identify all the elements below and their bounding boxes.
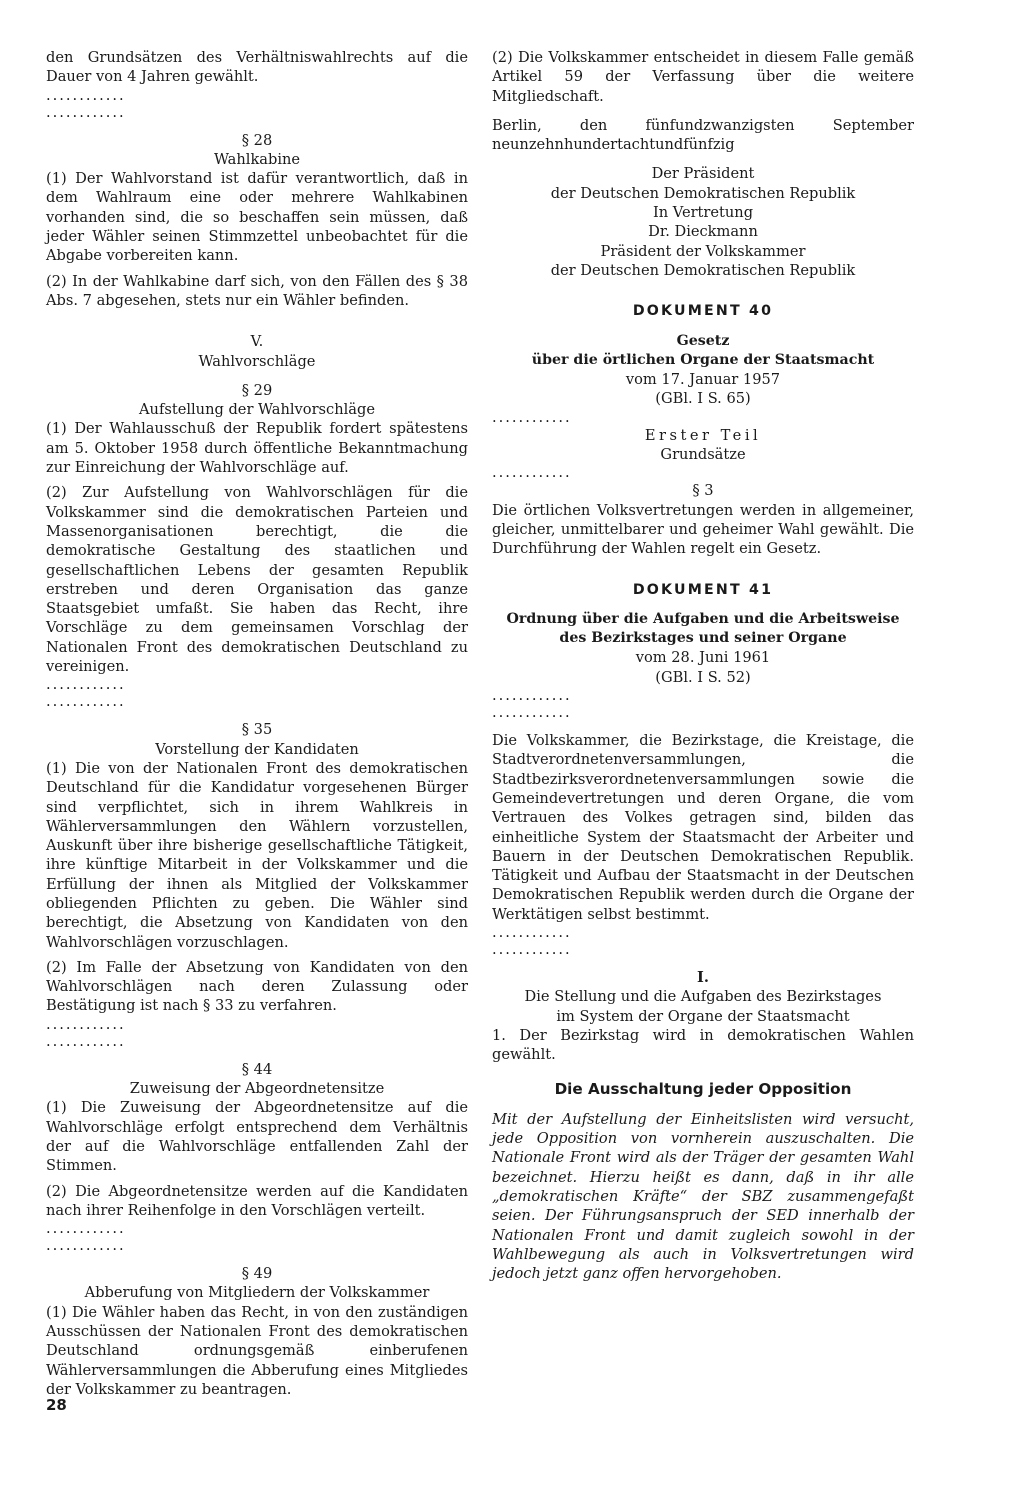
document-heading: DOKUMENT 40 <box>632 303 774 320</box>
ellipsis-separator: ............ <box>492 704 572 722</box>
signature-line: In Vertretung <box>652 204 754 222</box>
regulation-reference: (GBl. I S. 52) <box>655 668 751 686</box>
paragraph: 1. Der Bezirkstag wird in demokratischen Wahlen gewählt. <box>492 1026 914 1064</box>
section-number: § 3 <box>692 482 714 500</box>
left-column <box>46 48 468 1399</box>
part-title: Grundsätze <box>660 446 746 464</box>
ellipsis-separator: ............ <box>492 940 572 958</box>
section-number: § 29 <box>241 381 273 399</box>
ellipsis-separator: ............ <box>46 1032 126 1050</box>
ellipsis-separator: ............ <box>46 1220 126 1238</box>
ellipsis-separator: ............ <box>492 687 572 705</box>
law-reference: (GBl. I S. 65) <box>655 390 751 408</box>
chapter-title: im System der Organe der Staatsmacht <box>556 1007 850 1025</box>
part-heading: Erster Teil <box>644 426 762 444</box>
chapter-number: I. <box>697 968 709 986</box>
section-number: § 28 <box>241 131 273 149</box>
commentary-text: Mit der Aufstellung der Einheitslisten wird versucht, jede Opposition von vornherein auszuschalten. Die Nationale Front wird als der Träger der gesamten Wahl bezeichnet. Hierzu heißt es dann, daß in ihr alle „demokratischen Kräfte“ der SBZ zusammengefaßt seien. Der Führungsanspruch der SED innerhalb der Nationalen Front und damit zugleich sowohl in der Wahlbewegung als auch in Volksvertretungen wird jedoch jetzt ganz offen hervorgehoben. <box>492 1110 914 1283</box>
chapter-title: Die Stellung und die Aufgaben des Bezirkstages <box>524 988 882 1006</box>
section-number: § 49 <box>241 1265 273 1283</box>
place-date: Berlin, den fünfundzwanzigsten September neunzehnhundertachtundfünfzig <box>492 116 914 154</box>
paragraph: (2) Die Abgeordnetensitze werden auf die Kandidaten nach ihrer Reihenfolge in den Vorschlägen verteilt. <box>46 1182 468 1219</box>
paragraph: Die Volkskammer, die Bezirkstage, die Kreistage, die Stadtverordnetenversammlungen, die Stadtbezirksverordnetenversammlungen sowie die Gemeindevertretungen und deren Organe, die vom Vertrauen des Volkes getragen sind, bilden das einheitliche System der Staatsmacht der Arbeiter und Bauern in der Deutschen Demokratischen Republik. Tätigkeit und Aufbau der Staatsmacht in der Deutschen Demokratischen Republik werden durch die Organe der Werktätigen selbst bestimmt. <box>492 732 914 923</box>
document-heading: DOKUMENT 41 <box>632 581 774 598</box>
law-date: vom 17. Januar 1957 <box>625 371 781 389</box>
ellipsis-separator: ............ <box>492 408 572 426</box>
ellipsis-separator: ............ <box>46 103 126 121</box>
intro-paragraph: den Grundsätzen des Verhältniswahlrechts auf die Dauer von 4 Jahren gewählt. <box>46 49 468 86</box>
commentary-heading: Die Ausschaltung jeder Opposition <box>554 1080 852 1099</box>
section-number: § 44 <box>241 1060 273 1078</box>
ellipsis-separator: ............ <box>46 1015 126 1033</box>
signature-line: Der Präsident <box>651 165 755 183</box>
regulation-title: des Bezirkstages und seiner Organe <box>559 630 847 647</box>
chapter-title: Wahlvorschläge <box>198 352 316 370</box>
signature-line: der Deutschen Demokratischen Republik <box>550 184 856 202</box>
section-title: Zuweisung der Abgeordnetensitze <box>129 1080 385 1098</box>
ellipsis-separator: ............ <box>46 86 126 104</box>
paragraph: (2) Die Volkskammer entscheidet in diesem Falle gemäß Artikel 59 der Verfassung über die weitere Mitgliedschaft. <box>492 49 914 105</box>
ellipsis-separator: ............ <box>46 693 126 711</box>
chapter-number: V. <box>250 333 264 351</box>
paragraph: (1) Der Wahlausschuß der Republik fordert spätestens am 5. Oktober 1958 durch öffentliche Bekanntmachung zur Einreichung der Wahlvorschläge auf. <box>46 420 468 477</box>
section-number: § 35 <box>241 721 273 739</box>
section-title: Abberufung von Mitgliedern der Volkskammer <box>84 1284 430 1302</box>
paragraph: (2) In der Wahlkabine darf sich, von den Fällen des § 38 Abs. 7 abgesehen, stets nur ein Wähler befinden. <box>46 272 468 309</box>
paragraph: (2) Zur Aufstellung von Wahlvorschlägen für die Volkskammer sind die demokratischen Parteien und Massenorganisationen berechtigt, die die demokratische Gestaltung des staatlichen und gesellschaftlichen Lebens der gesamten Republik erstreben und deren Organisation das ganze Staatsgebiet umfaßt. Sie haben das Recht, ihre Vorschläge zu dem gemeinsamen Vorschlag der Nationalen Front des demokratischen Deutschland zu vereinigen. <box>46 484 468 676</box>
section-title: Aufstellung der Wahlvorschläge <box>139 401 375 419</box>
signature-line: der Deutschen Demokratischen Republik <box>550 261 856 279</box>
signature-line: Dr. Dieckmann <box>648 223 758 241</box>
signature-block <box>492 164 914 280</box>
signature-line: Präsident der Volkskammer <box>600 242 806 260</box>
section-title: Vorstellung der Kandidaten <box>155 740 359 758</box>
paragraph: Die örtlichen Volksvertretungen werden in allgemeiner, gleicher, unmittelbarer und geheimer Wahl gewählt. Die Durchführung der Wahlen regelt ein Gesetz. <box>492 501 914 558</box>
ellipsis-separator: ............ <box>46 676 126 694</box>
section-title: Wahlkabine <box>213 150 301 168</box>
paragraph: (1) Die Zuweisung der Abgeordnetensitze auf die Wahlvorschläge erfolgt entsprechend dem Verhältnis der auf die Wahlvorschläge entfallenden Zahl der Stimmen. <box>46 1099 468 1175</box>
paragraph: (1) Der Wahlvorstand ist dafür verantwortlich, daß in dem Wahlraum eine oder mehrere Wahlkabinen vorhanden sind, die so beschaffen sein müssen, daß jeder Wähler seinen Stimmzettel unbeobachtet für die Abgabe vorbereiten kann. <box>46 170 468 265</box>
regulation-date: vom 28. Juni 1961 <box>635 649 771 667</box>
page-number: 28 <box>46 1396 67 1414</box>
ellipsis-separator: ............ <box>492 464 572 482</box>
paragraph: (2) Im Falle der Absetzung von Kandidaten von den Wahlvorschlägen nach deren Zulassung oder Bestätigung ist nach § 33 zu verfahren. <box>46 958 468 1015</box>
ellipsis-separator: ............ <box>46 1237 126 1255</box>
paragraph: (1) Die Wähler haben das Recht, in von den zuständigen Ausschüssen der Nationalen Front des demokratischen Deutschland ordnungsgemäß einberufenen Wählerversammlungen die Abberufung eines Mitgliedes der Volkskammer zu beantragen. <box>46 1303 468 1398</box>
paragraph: (1) Die von der Nationalen Front des demokratischen Deutschland für die Kandidatur vorgesehenen Bürger sind verpflichtet, sich in ihrem Wahlkreis in Wählerversammlungen den Wählern vorzustellen, Auskunft über ihre bisherige gesellschaftliche Tätigkeit, ihre künftige Mitarbeit in der Volkskammer und die Erfüllung der ihnen als Mitglied der Volkskammer obliegenden Pflichten zu geben. Die Wähler sind berechtigt, die Absetzung von Kandidaten von den Wahlvorschlägen vorzuschlagen. <box>46 759 468 951</box>
regulation-title: Ordnung über die Aufgaben und die Arbeitsweise <box>506 610 900 627</box>
law-title: über die örtlichen Organe der Staatsmacht <box>531 351 875 368</box>
law-title: Gesetz <box>676 332 730 349</box>
right-column <box>492 48 914 1283</box>
ellipsis-separator: ............ <box>492 923 572 941</box>
